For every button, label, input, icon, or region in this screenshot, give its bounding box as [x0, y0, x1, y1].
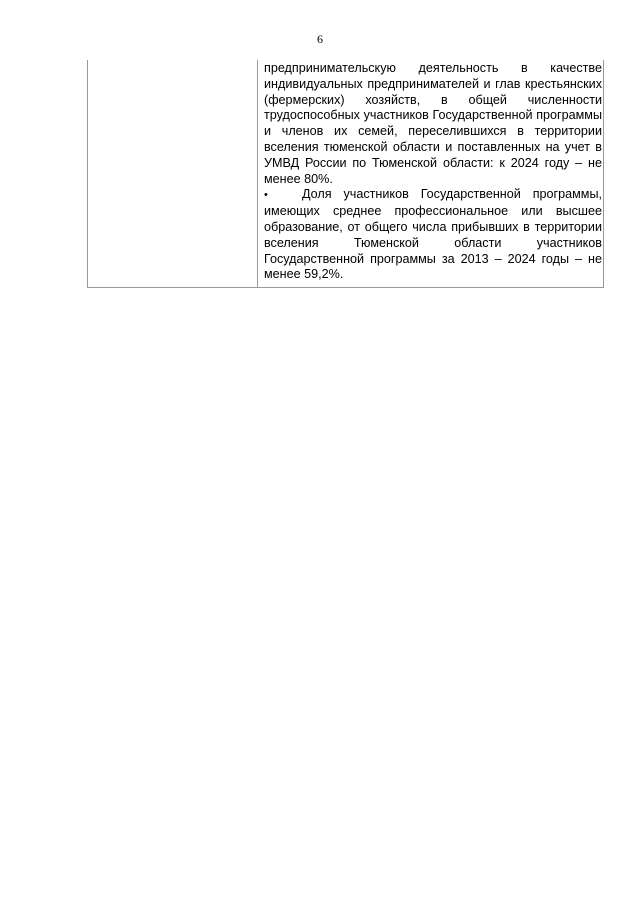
table-right-cell [259, 60, 603, 287]
indicator-entrepreneurs-paragraph: предпринимательскую деятельность в качестве индивидуальных предпринимателей и глав крестьянских (фермерских) хозяйств, в общей численности трудоспособных участников Государственной программы и членов их семей, переселившихся в территории вселения тюменской области и поставленных на учет в УМВД России по Тюменской области: к 2024 году – не менее 80%. [264, 61, 602, 186]
indicator-education-paragraph [264, 187, 602, 283]
program-indicators-table [87, 60, 604, 288]
table-left-cell [88, 60, 258, 287]
indicator-education-text: Доля участников Государственной программы, имеющих среднее профессиональное или высшее образование, от общего числа прибывших в территории вселения Тюменской области участников Государственной программы за 2013 – 2024 годы – не менее 59,2%. [264, 187, 602, 282]
bullet-icon: • [264, 189, 268, 202]
page-number: 6 [317, 32, 323, 46]
